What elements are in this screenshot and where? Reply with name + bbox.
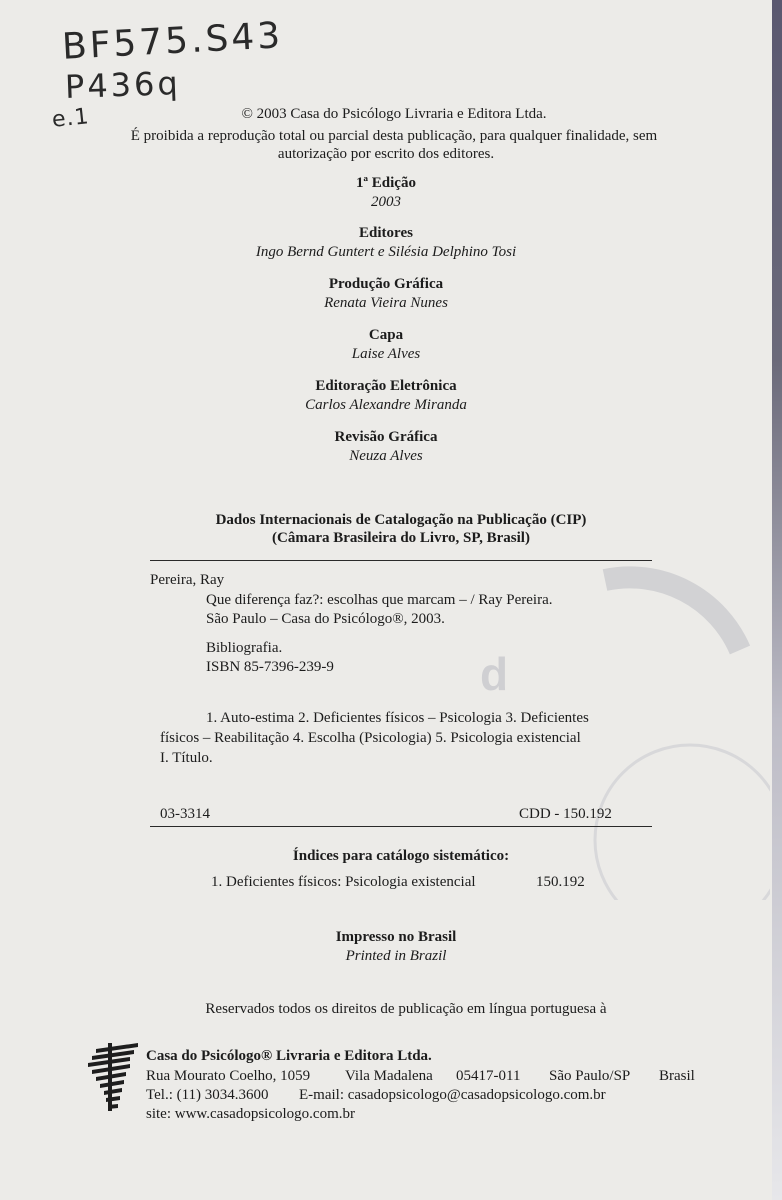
printed-in-brazil-pt: Impresso no Brasil (335, 929, 457, 945)
cip-heading: Dados Internacionais de Catalogação na Publicação (CIP) (215, 512, 587, 528)
rights-statement: Reservados todos os direitos de publicação em língua portuguesa à (205, 1001, 607, 1017)
credit-role-editors: Editores (359, 225, 413, 241)
cip-imprint: São Paulo – Casa do Psicólogo®, 2003. (206, 611, 445, 627)
copy-number-handwritten: e.1 (50, 104, 91, 133)
credit-role-production: Produção Gráfica (328, 276, 444, 292)
publisher-site[interactable]: site: www.casadopsicologo.com.br (146, 1106, 355, 1122)
cip-control-number: 03-3314 (160, 806, 210, 822)
index-heading: Índices para catálogo sistemático: (292, 848, 510, 864)
cutter-number-handwritten: P436q (64, 63, 182, 107)
credit-role-cover: Capa (368, 327, 404, 343)
cip-subjects-1: 1. Auto-estima 2. Deficientes físicos – Psicologia 3. Deficientes (206, 710, 589, 726)
index-entry-number: 150.192 (536, 874, 585, 890)
publisher-district: Vila Madalena (345, 1068, 433, 1084)
index-entry: 1. Deficientes físicos: Psicologia existencial (211, 874, 476, 890)
prohibition-line-1: É proibida a reprodução total ou parcial desta publicação, para qualquer finalidade, sem (130, 128, 658, 144)
cip-top-rule (150, 560, 652, 561)
cip-subheading: (Câmara Brasileira do Livro, SP, Brasil) (272, 530, 530, 546)
credit-name-cover: Laise Alves (351, 346, 421, 362)
credit-name-typesetting: Carlos Alexandre Miranda (305, 397, 467, 413)
cip-author: Pereira, Ray (150, 572, 225, 588)
publisher-country: Brasil (659, 1068, 695, 1084)
cip-subjects-2: físicos – Reabilitação 4. Escolha (Psicologia) 5. Psicologia existencial (160, 730, 581, 746)
copyright-line: © 2003 Casa do Psicólogo Livraria e Editora Ltda. (241, 106, 547, 122)
cip-isbn: ISBN 85-7396-239-9 (206, 659, 334, 675)
call-number-handwritten: BF575.S43 (61, 15, 285, 68)
cip-bottom-rule (150, 826, 652, 827)
publisher-city: São Paulo/SP (549, 1068, 631, 1084)
publisher-phone: Tel.: (11) 3034.3600 (146, 1087, 269, 1103)
cip-bibliography: Bibliografia. (206, 640, 283, 656)
publisher-name: Casa do Psicólogo® Livraria e Editora Ltda. (146, 1048, 432, 1064)
credit-name-production: Renata Vieira Nunes (324, 295, 448, 311)
publisher-logo (88, 1043, 138, 1111)
publisher-zip: 05417-011 (456, 1068, 521, 1084)
cip-title: Que diferença faz?: escolhas que marcam – / Ray Pereira. (206, 592, 553, 608)
cip-subjects-3: I. Título. (160, 750, 213, 766)
publisher-email[interactable]: E-mail: casadopsicologo@casadopsicologo.com.br (299, 1087, 606, 1103)
credit-name-editors: Ingo Bernd Guntert e Silésia Delphino Tosi (255, 244, 517, 260)
publisher-street: Rua Mourato Coelho, 1059 (146, 1068, 311, 1084)
credit-role-edition: 1ª Edição (356, 175, 416, 191)
credit-name-edition: 2003 (371, 194, 401, 210)
prohibition-line-2: autorização por escrito dos editores. (277, 146, 495, 162)
credit-role-proofreading: Revisão Gráfica (334, 429, 438, 445)
printed-in-brazil-en: Printed in Brazil (345, 948, 447, 964)
svg-text:d: d (480, 648, 509, 700)
credit-name-proofreading: Neuza Alves (349, 448, 423, 464)
page-edge (772, 0, 782, 1200)
credit-role-typesetting: Editoração Eletrônica (315, 378, 457, 394)
cip-cdd: CDD - 150.192 (519, 806, 612, 822)
